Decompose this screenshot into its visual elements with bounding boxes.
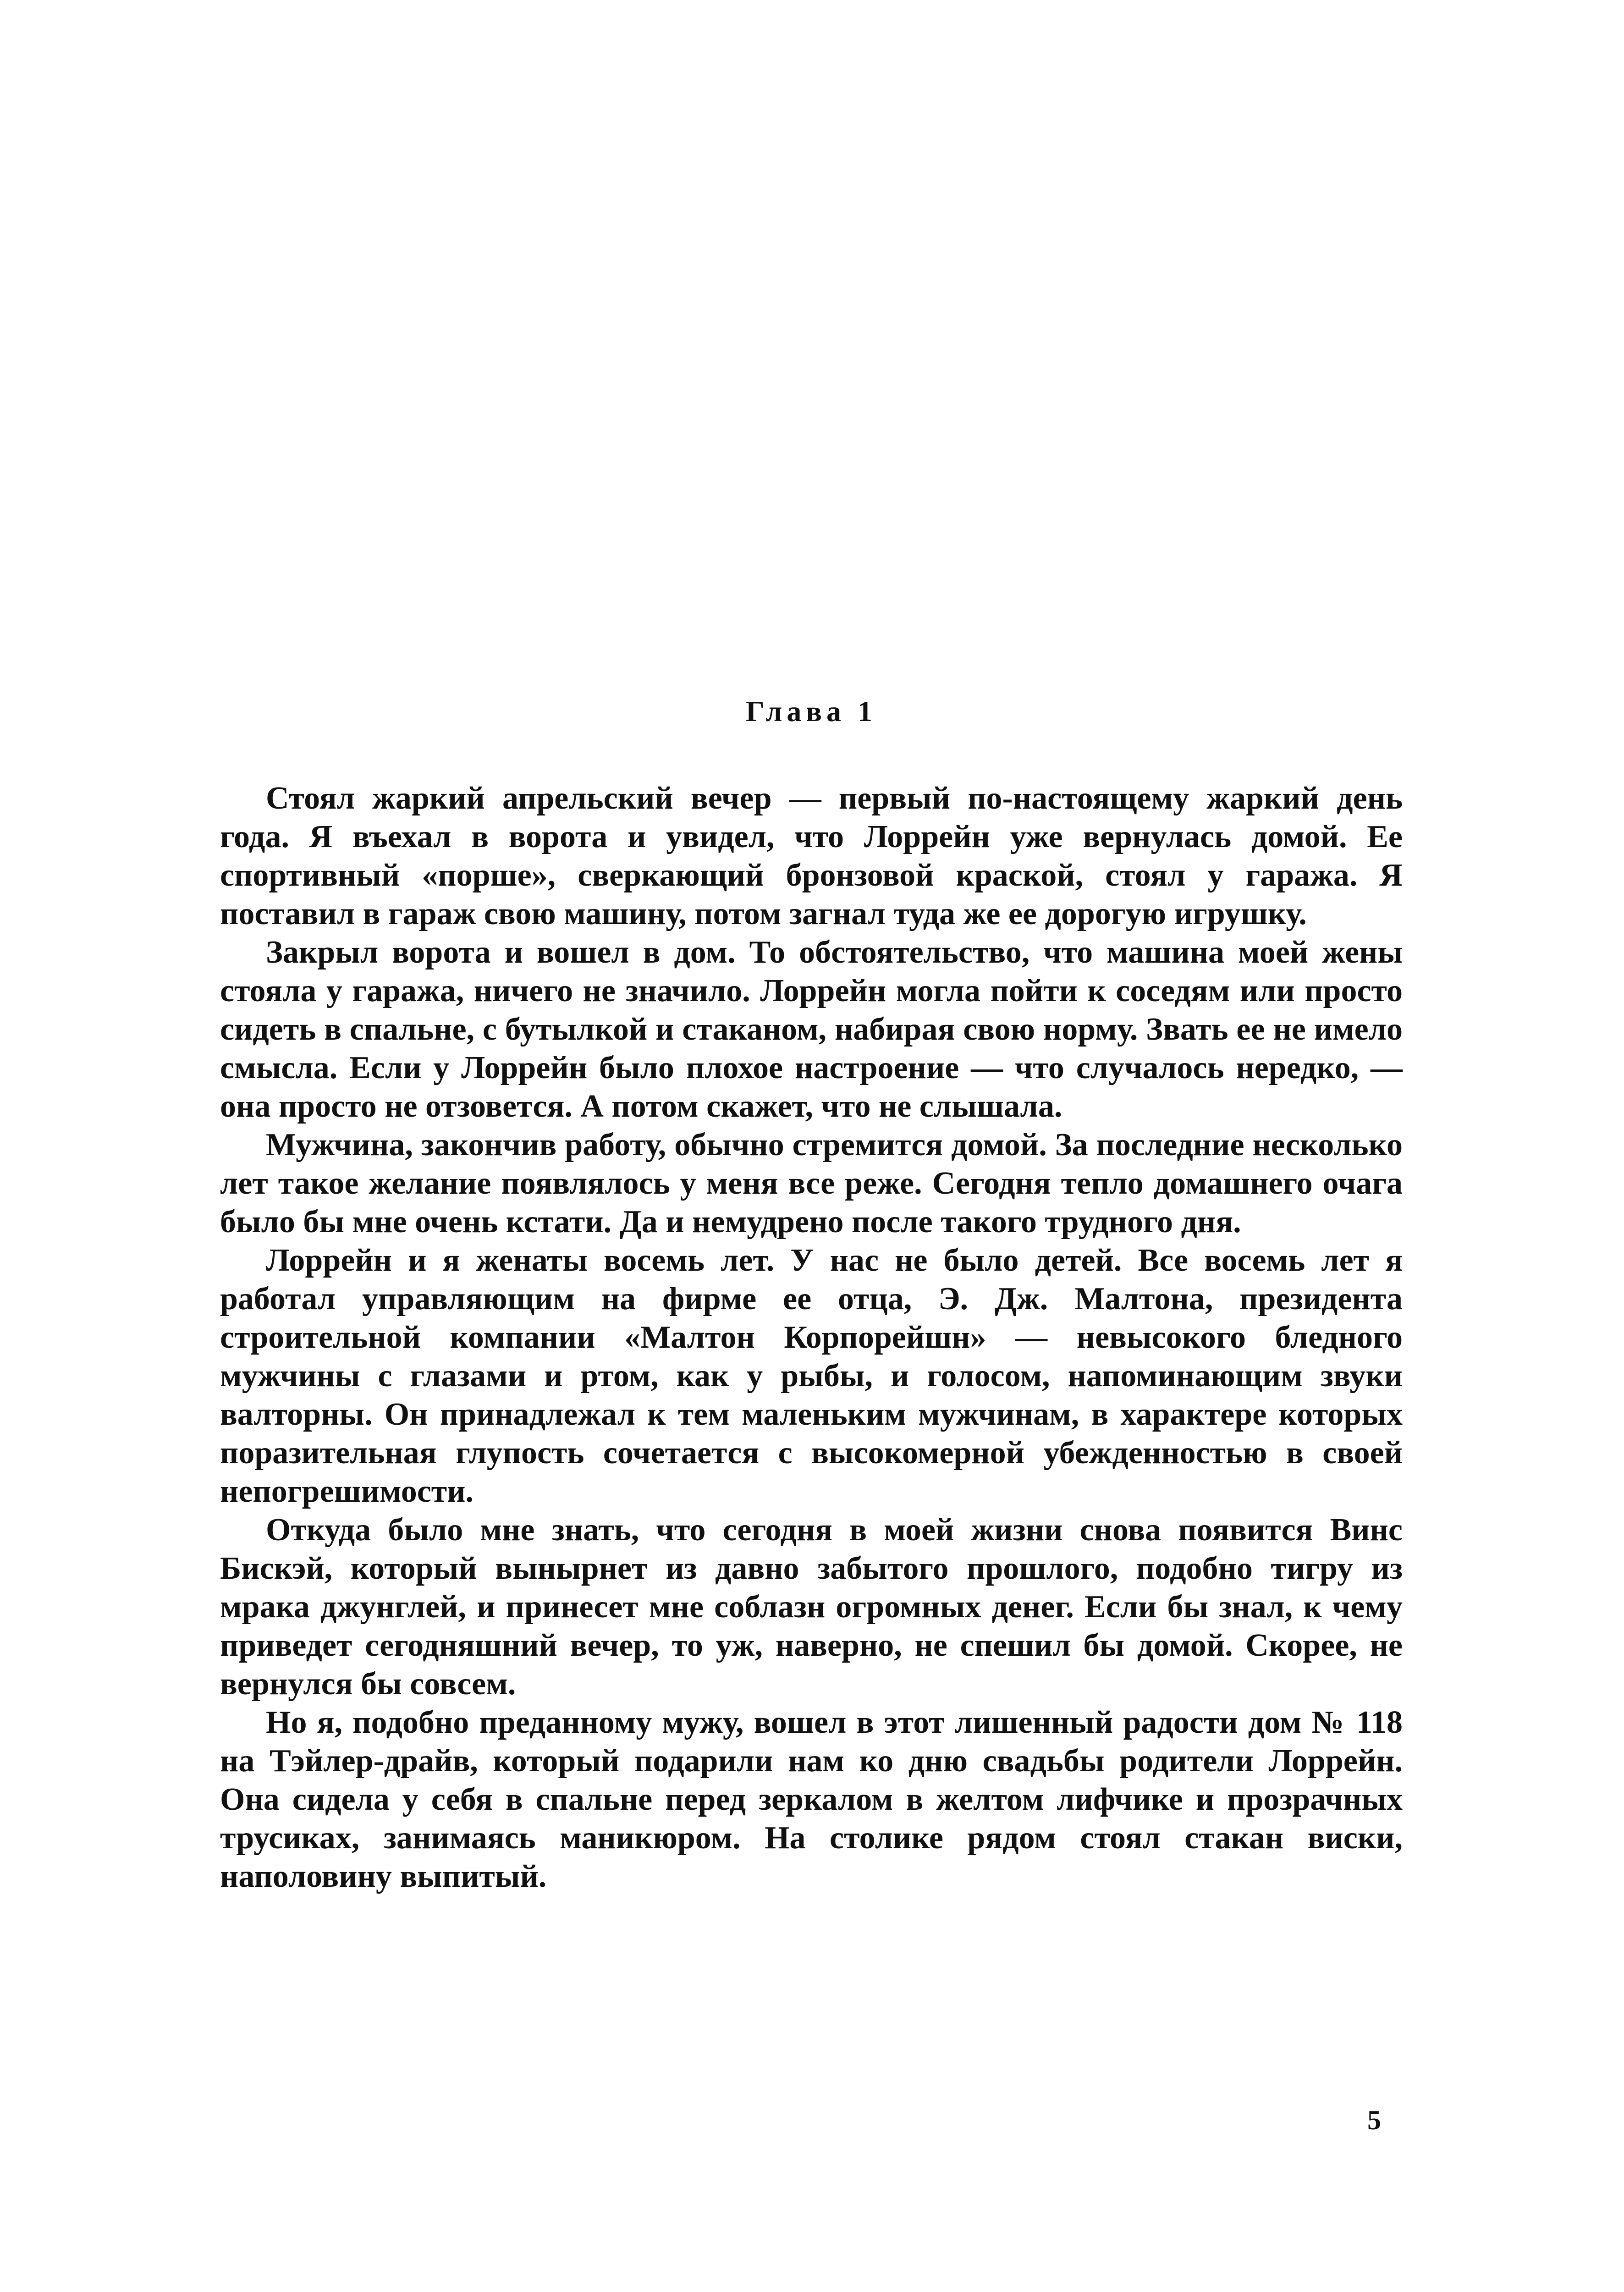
chapter-text <box>220 779 1403 1896</box>
page-number: 5 <box>1367 2105 1381 2135</box>
paragraph: Откуда было мне знать, что сегодня в моей жизни снова появится Винс Бискэй, который вынырнет из давно забытого прошлого, подобно тигру из мрака джунглей, и принесет мне соблазн огромных денег. Если бы знал, к чему приведет сегодняшний вечер, то уж, наверно, не спешил бы домой. Скорее, не вернулся бы совсем. <box>220 1512 1403 1702</box>
paragraph: Стоял жаркий апрельский вечер — первый по-настоящему жаркий день года. Я въехал в ворота и увидел, что Лоррейн уже вернулась домой. Ее спортивный «порше», сверкающий бронзовой краской, стоял у гаража. Я поставил в гараж свою машину, потом загнал туда же ее дорогую игрушку. <box>220 781 1403 931</box>
paragraph: Лоррейн и я женаты восемь лет. У нас не было детей. Все восемь лет я работал управляющим на фирме ее отца, Э. Дж. Малтона, президента строительной компании «Малтон Корпорейшн» — невысокого бледного мужчины с глазами и ртом, как у рыбы, и голосом, напоминающим звуки валторны. Он принадлежал к тем маленьким мужчинам, в характере которых поразительная глупость сочетается с высокомерной убежденностью в своей непогрешимости. <box>220 1243 1403 1509</box>
paragraph: Но я, подобно преданному мужу, вошел в этот лишенный радости дом № 118 на Тэйлер-драйв, который подарили нам ко дню свадьбы родители Лоррейн. Она сидела у себя в спальне перед зеркалом в желтом лифчике и прозрачных трусиках, занимаясь маникюром. На столике рядом стоял стакан виски, наполовину выпитый. <box>220 1705 1403 1894</box>
chapter-title: Глава 1 <box>746 695 877 727</box>
paragraph: Мужчина, закончив работу, обычно стремится домой. За последние несколько лет такое желание появлялось у меня все реже. Сегодня тепло домашнего очага было бы мне очень кстати. Да и немудрено после такого трудного дня. <box>220 1127 1403 1240</box>
paragraph: Закрыл ворота и вошел в дом. То обстоятельство, что машина моей жены стояла у гаража, ничего не значило. Лоррейн могла пойти к соседям или просто сидеть в спальне, с бутылкой и стаканом, набирая свою норму. Звать ее не имело смысла. Если у Лоррейн было плохое настроение — что случалось нередко, — она просто не отзовется. А потом скажет, что не слышала. <box>220 935 1403 1124</box>
